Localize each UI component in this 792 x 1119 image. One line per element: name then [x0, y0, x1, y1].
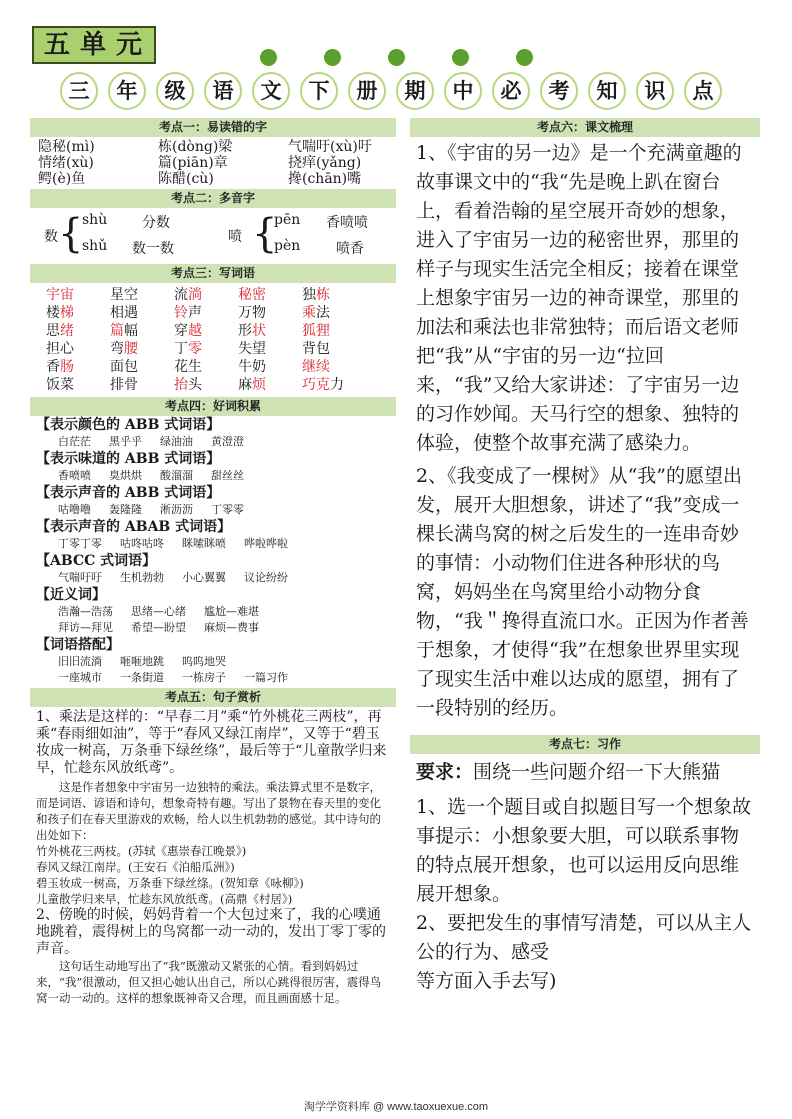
- word: 一篇习作: [244, 671, 288, 684]
- word-part: 楼: [46, 305, 60, 321]
- dot-icon: [516, 49, 533, 66]
- title-char: 点: [684, 72, 722, 110]
- word: 哗啦哗啦: [244, 537, 288, 550]
- word: 浩瀚—浩荡: [58, 605, 113, 618]
- word: 情绪(xù): [38, 155, 94, 171]
- word-part: 流: [174, 287, 188, 303]
- word-part: 幅: [124, 323, 138, 339]
- pronunciation-grid: [30, 137, 396, 189]
- word: 分数: [142, 215, 170, 231]
- word: 香喷喷: [58, 469, 91, 482]
- word-part: 饭菜: [46, 377, 74, 393]
- word: 希望—盼望: [131, 621, 186, 634]
- text-summary-paragraph: 1、《宇宙的另一边》是一个充满童趣的故事课文中的“我“先是晚上趴在窗台上，看着浩翰的星空展开奇妙的想象，进入了宇宙另一边的秘密世界，那里的样子与现实生活完全相反；接着在课堂上想象宇宙另一边的神奇课堂，那里的加法和乘法也非常独特；而后语文老师把“我”从“宇宙的另一边“拉回来，“我”又给大家讲述：了宇宙另一边的习作妙闻。天马行空的想象、独特的体验，使整个故事充满了感染力。: [416, 142, 742, 454]
- title-char: 级: [156, 72, 194, 110]
- word-part: 牛奶: [238, 359, 266, 375]
- writing-tip: 2、要把发生的事情写清楚，可以从主人公的行为、感受: [416, 912, 752, 963]
- section-header: 考点五：句子赏析: [30, 688, 396, 707]
- word-group-label: 【ABCC 式词语】: [36, 553, 157, 569]
- word-part: 星空: [110, 287, 138, 303]
- title-char: 语: [204, 72, 242, 110]
- write-word: [46, 340, 110, 358]
- write-word: [110, 376, 174, 394]
- word: 鳄(è)鱼: [38, 171, 86, 187]
- write-word: [110, 358, 174, 376]
- word: 一栋房子: [182, 671, 226, 684]
- polyphone-block: [30, 208, 396, 264]
- section-header: 考点七：习作: [410, 735, 760, 754]
- pinyin: shù: [82, 212, 108, 228]
- word: 拜访—拜见: [58, 621, 113, 634]
- word: 轰隆隆: [109, 503, 142, 516]
- word: 思绪—心绪: [131, 605, 186, 618]
- write-word: [110, 286, 174, 304]
- title-char: 考: [540, 72, 578, 110]
- title-char: 知: [588, 72, 626, 110]
- word: 白茫茫: [58, 435, 91, 448]
- polyphone-char: 数: [44, 229, 58, 245]
- write-word: [174, 340, 238, 358]
- write-word: [110, 340, 174, 358]
- section-header: 考点四：好词积累: [30, 397, 396, 416]
- write-word: [174, 358, 238, 376]
- word: 气喘吁(xù)吁: [288, 139, 372, 155]
- word: 旧旧流淌: [58, 655, 102, 668]
- word-part: 宇宙: [46, 287, 74, 303]
- word-part: 面包: [110, 359, 138, 375]
- word: 咕咚咕咚: [120, 537, 164, 550]
- requirement-label: 要求：: [416, 761, 474, 783]
- word-group-label: 【近义词】: [36, 587, 106, 603]
- write-word: [46, 322, 110, 340]
- section-header: 考点一：易读错的字: [30, 118, 396, 137]
- write-word: [238, 358, 302, 376]
- unit-label: 五单元: [32, 26, 156, 64]
- write-word: [174, 376, 238, 394]
- word: 一座城市: [58, 671, 102, 684]
- word-part: 声: [188, 305, 202, 321]
- pinyin: pèn: [274, 238, 301, 254]
- word-part: 秘密: [238, 287, 266, 303]
- title-char: 中: [444, 72, 482, 110]
- write-word: [238, 304, 302, 322]
- word-list: [30, 502, 396, 518]
- word-part: 穿: [174, 323, 188, 339]
- dot-icon: [388, 49, 405, 66]
- brace-icon: {: [58, 211, 84, 257]
- word: 数一数: [132, 241, 174, 257]
- word-part: 麻: [238, 377, 252, 393]
- left-column: [30, 118, 396, 1006]
- word-part: 香: [46, 359, 60, 375]
- word-part: 继续: [302, 359, 330, 375]
- word-part: 乘: [302, 305, 316, 321]
- word-list: [30, 570, 396, 586]
- section-header: 考点二：多音字: [30, 189, 396, 208]
- title-char: 三: [60, 72, 98, 110]
- word-part: 淌: [188, 287, 202, 303]
- text-summary-paragraph: 2、《我变成了一棵树》从“我”的愿望出发，展开大胆想象，讲述了“我”变成一棵长满鸟窝的树之后发生的一连串奇妙的事情：小动物们住进各种形状的鸟窝，妈妈坐在鸟窝里给小动物分食物，“我＂搀得直流口水。正因为作者善于想象，才使得“我”在想象世界里实现了现实生活中难以达成的愿望，拥有了一段特别的经历。: [416, 465, 749, 719]
- word: 尴尬—难堪: [204, 605, 259, 618]
- write-word: [46, 358, 110, 376]
- word: 隐秘(mì): [38, 139, 95, 155]
- write-word: [302, 376, 366, 394]
- title-char: 册: [348, 72, 386, 110]
- write-words-grid: [30, 283, 396, 397]
- writing-tip: 1、选一个题目或自拟题目写一个想象故事提示：小想象要大胆，可以联系事物的特点展开想象，也可以运用反向思维展开想象。: [416, 796, 752, 905]
- sentence-analysis: 这句话生动地写出了“我”既激动又紧张的心情。看到妈妈过来，“我”很激动，但又担心她认出自己，所以心跳得很厉害，震得鸟窝一动一动的。这样的想象既神奇又合理，而且画面感十足。: [36, 959, 382, 1005]
- write-word: [46, 286, 110, 304]
- word: 栋(dòng)梁: [158, 139, 233, 155]
- word-part: 巧克: [302, 377, 330, 393]
- sentence-question: 1、乘法是这样的：“早春二月”乘“竹外桃花三两枝”，再乘“春雨细如油”，等于“春风又绿江南岸”，又等于“碧玉妆成一树高，万条垂下绿丝绦”，最后等于“儿童散学归来早，忙趁东风放纸鸢”。: [36, 709, 387, 776]
- footer-watermark: 淘学学资料库 @ www.taoxuexue.com: [303, 1101, 489, 1113]
- word: 绿油油: [160, 435, 193, 448]
- word-part: 花生: [174, 359, 202, 375]
- title-char: 必: [492, 72, 530, 110]
- word: 搀(chān)嘴: [288, 171, 362, 187]
- word-list: [30, 536, 396, 552]
- word-part: 绪: [60, 323, 74, 339]
- write-word: [238, 376, 302, 394]
- word-list: [30, 434, 396, 450]
- write-word: [110, 304, 174, 322]
- pinyin: shǔ: [82, 238, 108, 254]
- word-part: 担心: [46, 341, 74, 357]
- word: 小心翼翼: [182, 571, 226, 584]
- word-list: [30, 620, 396, 636]
- word-part: 肠: [60, 359, 74, 375]
- write-word: [46, 304, 110, 322]
- word: 咂咂地跳: [120, 655, 164, 668]
- word-part: 排骨: [110, 377, 138, 393]
- word-group-label: 【表示声音的 ABAB 式词语】: [36, 519, 232, 535]
- word-part: 状: [252, 323, 266, 339]
- word: 麻烦—费事: [204, 621, 259, 634]
- good-words-block: [30, 416, 396, 686]
- word-group-label: 【表示声音的 ABB 式词语】: [36, 485, 221, 501]
- word: 一条街道: [120, 671, 164, 684]
- polyphone-char: 喷: [228, 229, 242, 245]
- word: 气喘吁吁: [58, 571, 102, 584]
- write-word: [302, 286, 366, 304]
- word-group-label: 【表示味道的 ABB 式词语】: [36, 451, 221, 467]
- writing-tip: 等方面入手去写): [416, 970, 557, 992]
- word: 丁零零: [211, 503, 244, 516]
- section-header: 考点六：课文梳理: [410, 118, 760, 137]
- word-group-label: 【表示颜色的 ABB 式词语】: [36, 417, 221, 433]
- word-part: 零: [188, 341, 202, 357]
- word: 丁零丁零: [58, 537, 102, 550]
- word-list: [30, 670, 396, 686]
- write-word: [302, 322, 366, 340]
- word-part: 思: [46, 323, 60, 339]
- write-word: [238, 286, 302, 304]
- write-word: [302, 304, 366, 322]
- word-part: 弯: [110, 341, 124, 357]
- word-part: 相遇: [110, 305, 138, 321]
- poem-source: 碧玉妆成一树高，万条垂下绿丝绦。(贺知章《咏柳》): [36, 876, 304, 890]
- write-word: [302, 358, 366, 376]
- word-list: [30, 468, 396, 484]
- dot-icon: [452, 49, 469, 66]
- sentence-question: 2、傍晚的时候，妈妈背着一个大包过来了，我的心噗通地跳着，震得树上的鸟窝都一动一动的，发出丁零丁零的声音。: [36, 907, 386, 957]
- decorative-dots: [260, 49, 550, 69]
- write-word: [302, 340, 366, 358]
- word-group-label: 【词语搭配】: [36, 637, 120, 653]
- sentence-analysis: 这是作者想象中宇宙另一边独特的乘法。乘法算式里不是数字，而是词语、谚语和诗句，想象奇特有趣。写出了景物在春天里的变化和孩子们在春天里游戏的欢畅，给人以生机勃勃的感觉。其中诗句的出处如下：: [36, 780, 381, 842]
- word-part: 篇: [110, 323, 124, 339]
- poem-source: 竹外桃花三两枝。(苏轼《惠崇春江晚景》): [36, 844, 247, 858]
- word-part: 越: [188, 323, 202, 339]
- word: 香喷喷: [326, 215, 368, 231]
- write-word: [238, 322, 302, 340]
- word: 喷香: [336, 241, 364, 257]
- pinyin: pēn: [274, 212, 301, 228]
- word: 黑乎乎: [109, 435, 142, 448]
- section-header: 考点三：写词语: [30, 264, 396, 283]
- word: 篇(piān)章: [158, 155, 228, 171]
- right-column: [410, 118, 760, 996]
- word: 甜丝丝: [211, 469, 244, 482]
- write-word: [110, 322, 174, 340]
- word: 淅沥沥: [160, 503, 193, 516]
- word: 眯嗦眯喷: [182, 537, 226, 550]
- page-title: [60, 72, 750, 112]
- word-part: 独: [302, 287, 316, 303]
- word-part: 狐狸: [302, 323, 330, 339]
- word-part: 力: [330, 377, 344, 393]
- word-part: 丁: [174, 341, 188, 357]
- title-char: 年: [108, 72, 146, 110]
- dot-icon: [260, 49, 277, 66]
- word-part: 万物: [238, 305, 266, 321]
- write-word: [238, 340, 302, 358]
- word-part: 抬: [174, 377, 188, 393]
- write-word: [174, 286, 238, 304]
- title-char: 识: [636, 72, 674, 110]
- brace-icon: {: [252, 211, 278, 257]
- word: 挠痒(yǎng): [288, 155, 362, 171]
- word-part: 法: [316, 305, 330, 321]
- requirement-text: 围绕一些问题介绍一下大熊猫: [473, 761, 721, 783]
- word: 咕噜噜: [58, 503, 91, 516]
- write-word: [174, 304, 238, 322]
- title-char: 期: [396, 72, 434, 110]
- poem-source: 春风又绿江南岸。(王安石《泊船瓜洲》): [36, 860, 235, 874]
- word-part: 烦: [252, 377, 266, 393]
- word: 呜呜地哭: [182, 655, 226, 668]
- word-part: 栋: [316, 287, 330, 303]
- word: 黄澄澄: [211, 435, 244, 448]
- word-part: 失望: [238, 341, 266, 357]
- title-char: 文: [252, 72, 290, 110]
- word: 酸溜溜: [160, 469, 193, 482]
- title-char: 下: [300, 72, 338, 110]
- word-list: [30, 604, 396, 620]
- word: 臭烘烘: [109, 469, 142, 482]
- word-part: 梯: [60, 305, 74, 321]
- dot-icon: [324, 49, 341, 66]
- word-part: 铃: [174, 305, 188, 321]
- word-part: 背包: [302, 341, 330, 357]
- word-part: 形: [238, 323, 252, 339]
- word-part: 头: [188, 377, 202, 393]
- poem-source: 儿童散学归来早，忙趁东风放纸鸢。(高鼎《村居》): [36, 892, 293, 906]
- write-word: [46, 376, 110, 394]
- word-part: 腰: [124, 341, 138, 357]
- word: 陈醋(cù): [158, 171, 214, 187]
- write-word: [174, 322, 238, 340]
- word-list: [30, 654, 396, 670]
- writing-requirement: [410, 754, 760, 787]
- word: 议论纷纷: [244, 571, 288, 584]
- word: 生机勃勃: [120, 571, 164, 584]
